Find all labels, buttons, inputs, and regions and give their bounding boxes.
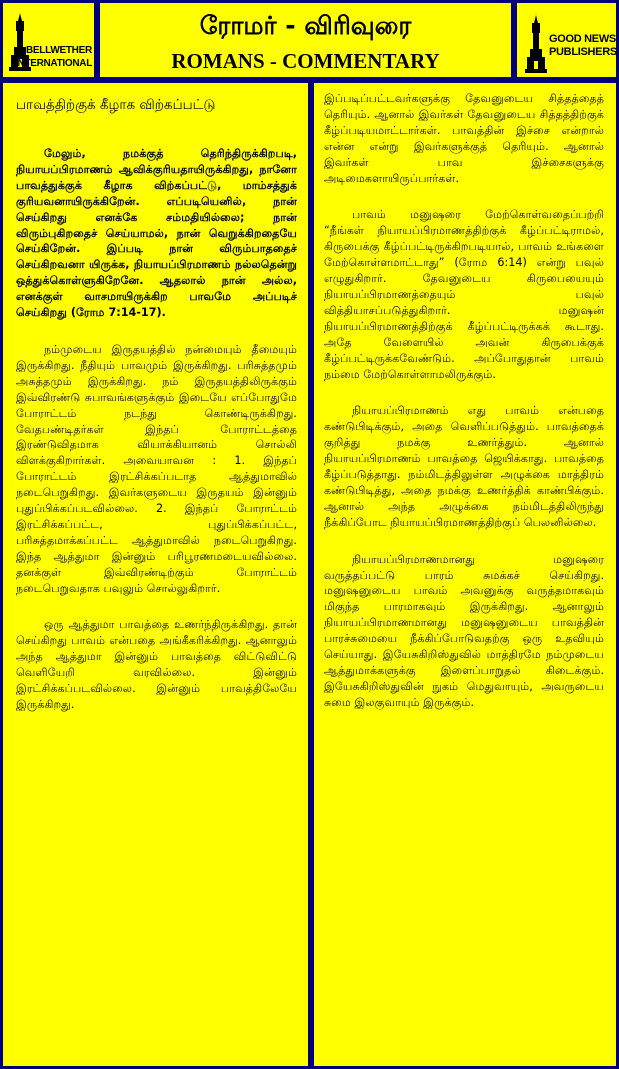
logo-right-line2: PUBLISHERS [549, 46, 617, 58]
logo-left-line1: BELLWETHER [26, 45, 92, 56]
left-column [0, 80, 311, 1069]
logo-right-line1: GOOD NEWS [549, 33, 616, 45]
title-english: ROMANS - COMMENTARY [171, 49, 440, 73]
paragraph: நியாயப்பிரமாணமானது மனுஷரை வருத்தப்பட்டு பாரம் சுமக்கச் செய்கிறது. மனுஷனுடைய பாவம் அவனுக்கு வருத்தமாகவும் மிகுந்த பாரமாகவும் இருக்கிறது. ஆனாலும் நியாயப்பிரமாணமானது மனுஷனுடைய பாவத்தின் பாரச்சுமையை நீக்கிப்போடுவதற்கு ஒரு உதவியும் செய்யாது. இயேசுகிறிஸ்துவில் மாத்திரமே நம்முடைய ஆத்துமாக்களுக்கு இளைப்பாறுதல் கிடைக்கும். இயேசுகிறிஸ்துவின் நுகம் மெதுவாயும், அவருடைய சுமை இலகுவாயும் இருக்கும். [324, 552, 604, 709]
title-tamil: ரோமர் - விரிவுரை [199, 11, 412, 40]
tower-icon [525, 15, 547, 73]
paragraph: நியாயப்பிரமாணம் எது பாவம் என்பதை கண்டுபிடிக்கும், அதை வெளிப்படுத்தும். பாவத்தைக் குறித்து நமக்கு உணர்த்தும். ஆனால் நியாயப்பிரமாணம் பாவத்தை ஜெயிக்காது. பாவத்தை கீழ்ப்படுத்தாது. நம்மிடத்திலுள்ள அழுக்கை மாத்திரம் கண்டுபிடித்து, அதை நமக்கு உணர்த்திக் காண்பிக்கும். ஆனால் அந்த அழுக்கை நம்மிடத்திலிருந்து நீக்கிப்போட நியாயப்பிரமாணத்திற்குப் பெலனில்லை. [324, 404, 604, 529]
paragraph: நம்முடைய இருதயத்தில் நன்மையும் தீமையும் இருக்கிறது. நீதியும் பாவமும் இருக்கிறது. பரிசுத்தமும் அசுத்தமும் இருக்கிறது. நம் இருதயத்திலிருக்கும் இவ்விரண்டு சுபாவங்களுக்கும் இடையே எப்போதுமே போராட்டம் நடந்து கொண்டிருக்கிறது. வேதபண்டிதர்கள் இந்தப் போராட்டத்தை இரண்டுவிதமாக வியாக்கியானம் சொல்லி விளக்குகிறார்கள். அவையாவன : 1. இந்தப் போராட்டம் இரட்சிக்கப்படாத ஆத்துமாவில் நடைபெறுகிறது. இவர்களுடைய இருதயம் இன்னும் புதுப்பிக்கப்படவில்லை. 2. இந்தப் போராட்டம் இரட்சிக்கப்பட்ட, புதுப்பிக்கப்பட்ட, பரிசுத்தமாக்கப்பட்ட ஆத்துமாவில் நடைபெறுகிறது. இந்த ஆத்துமா இன்னும் பரிபூரணமடையவில்லை. தனக்குள் இவ்விரண்டிற்கும் போராட்டம் நடைபெறுவதாக பவுலும் சொல்லுகிறார். [16, 342, 297, 595]
logo-left-line2: INTERNATIONAL [15, 58, 93, 69]
section-heading: பாவத்திற்குக் கீழாக விற்கப்பட்டு [16, 97, 216, 113]
title-banner [97, 0, 514, 80]
bellwether-logo [0, 0, 97, 80]
paragraph: பாவம் மனுஷரை மேற்கொள்வதைப்பற்றி “நீங்கள் நியாயப்பிரமாணத்திற்குக் கீழ்ப்பட்டிராமல், கிருபைக்கு கீழ்ப்பட்டிருக்கிறபடியால், பாவம் உங்களை மேற்கொள்ளமாட்டாது” (ரோம 6:14) என்று பவுல் எழுதுகிறார். தேவனுடைய கிருபையையும் நியாயப்பிரமாணத்தையும் பவுல் வித்தியாசப்படுத்துகிறார். மனுஷன் நியாயப்பிரமாணத்திற்குக் கீழ்ப்பட்டிருக்கக் கூடாது. அதே வேளையில் அவன் கிருபைக்குக் கீழ்ப்பட்டிருக்கவேண்டும். அப்போதுதான் பாவம் நம்மை மேற்கொள்ளாமலிருக்கும். [324, 208, 604, 381]
good-news-logo [514, 0, 619, 80]
paragraph: ஒரு ஆத்துமா பாவத்தை உணர்ந்திருக்கிறது. தான் செய்கிறது பாவம் என்பதை அங்கீகரிக்கிறது. ஆனாலும் அந்த ஆத்துமா இன்னும் பாவத்தை விட்டுவிட்டு வெளியேறி வரவில்லை. இன்னும் இரட்சிக்கப்படவில்லை. இன்னும் பாவத்திலேயே இருக்கிறது. [16, 618, 297, 711]
scripture-quote: மேலும், நமக்குத் தெரிந்திருக்கிறபடி, நியாயப்பிரமாணம் ஆவிக்குரியதாயிருக்கிறது, நானோ பாவத்துக்குக் கீழாக விற்கப்பட்டு, மாம்சத்துக் குரியவனாயிருக்கிறேன். எப்படியெனில், நான் செய்கிறது எனக்கே சம்மதியில்லை; நான் விரும்புகிறதைச் செய்யாமல், நான் வெறுக்கிறதையே செய்கிறேன். இப்படி நான் விரும்பாததைச் செய்கிறவனா யிருக்க, நியாயப்பிரமாணம் நல்லதென்று ஒத்துக்கொள்ளுகிறேனே. ஆதலால் நான் அல்ல, எனக்குள் வாசமாயிருக்கிற பாவமே அப்படிச் செய்கிறது (ரோம 7:14-17). [16, 147, 297, 320]
right-column [311, 80, 619, 1069]
paragraph: இப்படிப்பட்டவர்களுக்கு தேவனுடைய சித்தத்தைத் தெரியும். ஆனால் இவர்கள் தேவனுடைய சித்தத்திற்குக் கீழ்ப்படியமாட்டார்கள். பாவத்தின் இச்சை என்றால் என்ன என்று இவர்களுக்குத் தெரியும். ஆனால் இவர்கள் பாவ இச்சைகளுக்கு அடிமைகளாயிருப்பார்கள். [324, 92, 604, 185]
